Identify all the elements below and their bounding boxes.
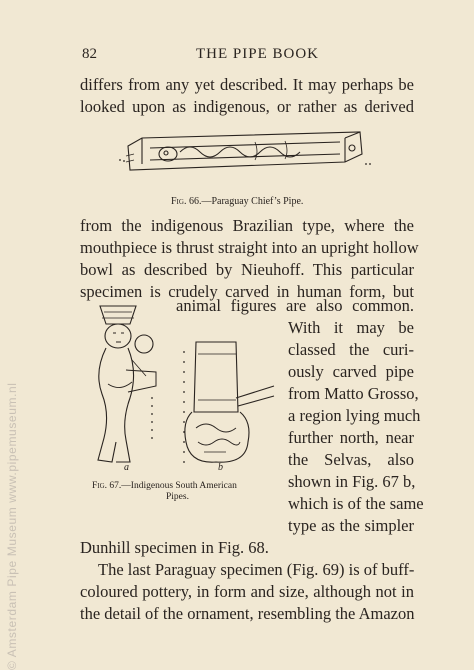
fig67-label-a: a [124,462,129,473]
text-line-5: bowl as described by Nieuhoff. This particular [80,260,414,279]
text-line-17: type as the simpler [288,516,414,535]
fig67-caption-line1-text: —Indigenous South American [121,481,237,491]
page-number: 82 [82,46,97,62]
text-line-11: from Matto Grosso, [288,384,419,403]
fig67-caption-prefix: Fig. 67. [92,481,122,491]
text-line-20: coloured pottery, in form and size, although not in [80,582,414,601]
text-line-6: specimen is crudely carved in human form, but [80,282,414,301]
text-line-7: animal figures are also common. [176,296,414,315]
text-line-18: Dunhill specimen in Fig. 68. [80,538,269,557]
fig67-label-b: b [218,462,223,473]
text-line-8: With it may be [288,318,414,337]
text-line-12: a region lying much [288,406,421,425]
text-line-2: looked upon as indigenous, or rather as derived [80,97,414,116]
watermark: © Amsterdam Pipe Museum www.pipemuseum.nl [5,382,19,670]
text-line-21: the detail of the ornament, resembling the Amazon [80,604,415,623]
text-line-19: The last Paraguay specimen (Fig. 69) is of buff- [98,560,415,579]
text-line-16: which is of the same [288,494,424,513]
fig66-caption-prefix: Fig. 66. [171,196,202,207]
text-line-13: further north, near [288,428,414,447]
text-line-15: shown in Fig. 67 b, [288,472,416,491]
fig67-caption-line2: Pipes. [166,492,189,502]
text-line-10: ously carved pipe [288,362,414,381]
fig66-pipe-illustration [120,124,370,184]
running-title: THE PIPE BOOK [196,46,320,62]
text-line-9: classed the curi- [288,340,414,359]
text-line-3: from the indigenous Brazilian type, where the [80,216,414,235]
fig66-caption-text: —Paraguay Chief’s Pipe. [201,196,304,207]
text-line-4: mouthpiece is thrust straight into an upright hollow [80,238,419,257]
fig67-caption-line1 [92,481,237,491]
text-line-1: differs from any yet described. It may perhaps be [80,75,414,94]
fig66-caption [171,196,303,207]
fig67-pipes-illustration [86,302,276,478]
text-line-14: the Selvas, also [288,450,414,469]
